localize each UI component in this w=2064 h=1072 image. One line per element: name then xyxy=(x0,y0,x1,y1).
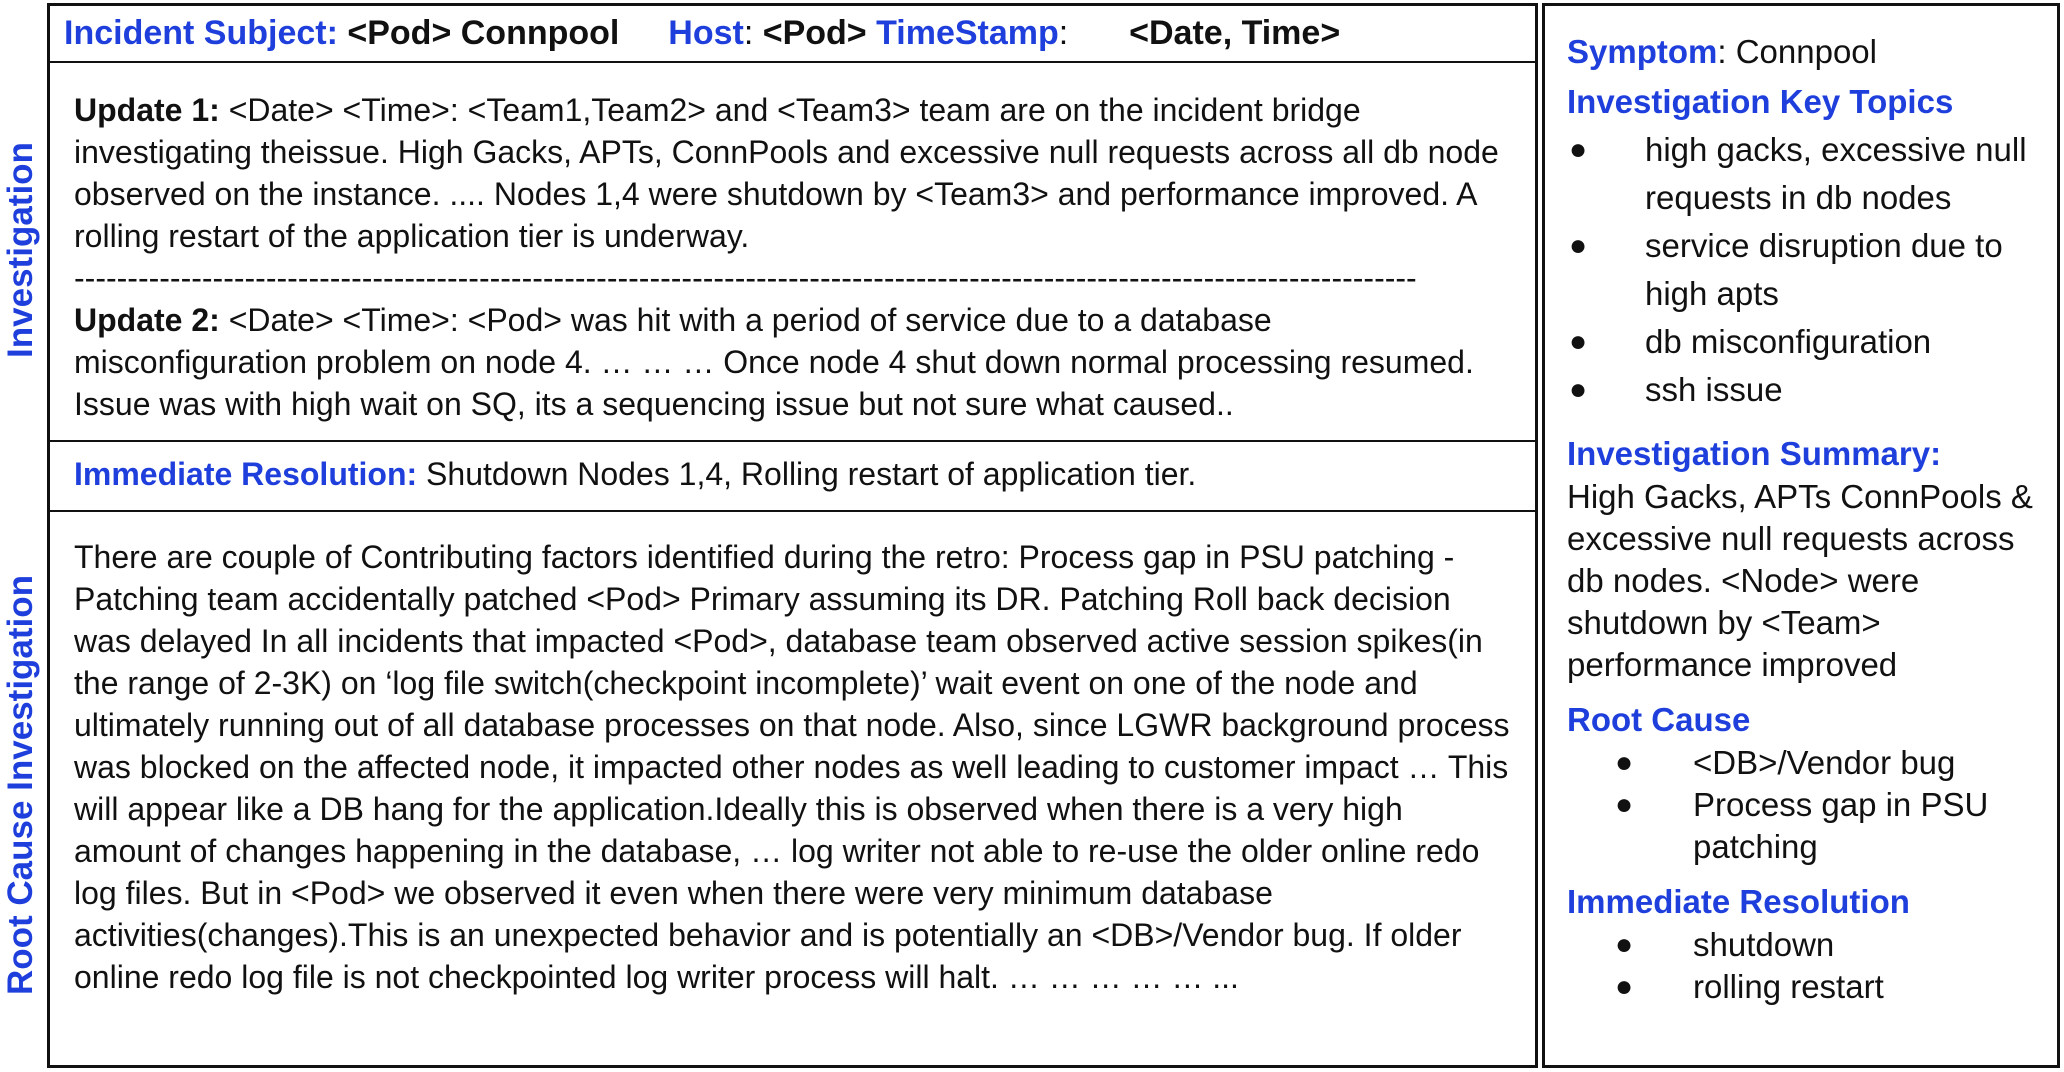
root-cause-row xyxy=(50,512,1535,1065)
root-cause-side-label xyxy=(2,500,40,1070)
bullet-icon: ● xyxy=(1615,970,1634,1003)
timestamp-label: TimeStamp xyxy=(876,14,1059,52)
summary-panel xyxy=(1542,3,2060,1068)
topics-heading: Investigation Key Topics xyxy=(1567,83,1954,120)
list-item: ● <DB>/Vendor bug xyxy=(1567,742,2057,784)
bullet-icon: ● xyxy=(1569,325,1588,358)
host-value: <Pod> xyxy=(762,14,867,52)
host-colon: : xyxy=(743,14,754,52)
investigation-summary-heading: Investigation Summary: xyxy=(1567,435,1942,472)
investigation-updates xyxy=(50,63,1535,440)
update-2-text: <Date> <Time>: <Pod> was hit with a period of service due to a database misconfiguration problem on node 4. … … … Once node 4 shut down normal processing resumed. Issue was with high wait on SQ, its a sequencing issue but not sure what caused.. xyxy=(74,302,1474,422)
bullet-icon: ● xyxy=(1615,928,1634,961)
host-label: Host xyxy=(668,14,744,52)
list-item: ● rolling restart xyxy=(1567,966,2057,1008)
list-item: ● ssh issue xyxy=(1567,366,2057,414)
investigation-label-text: Investigation xyxy=(1,142,40,358)
list-item: ● high gacks, excessive null requests in db nodes xyxy=(1567,126,2057,222)
update-2 xyxy=(74,299,1511,425)
bullet-icon: ● xyxy=(1615,788,1634,821)
immediate-resolution-row xyxy=(50,440,1535,512)
list-item: ● shutdown xyxy=(1567,924,2057,966)
investigation-summary-text: High Gacks, APTs ConnPools & excessive null requests across db nodes. <Node> were shutdown by <Team> performance improved xyxy=(1567,478,2033,683)
bullet-icon: ● xyxy=(1569,133,1588,166)
symptom-value: : Connpool xyxy=(1717,33,1877,70)
topics-list xyxy=(1567,126,2057,414)
subject-value: <Pod> Connpool xyxy=(347,14,620,52)
symptom xyxy=(1567,28,2057,76)
root-cause-label-text: Root Cause Investigation xyxy=(1,574,40,996)
update-1-label: Update 1: xyxy=(74,92,220,128)
update-1-text: <Date> <Time>: <Team1,Team2> and <Team3> team are on the incident bridge investigating theissue. High Gacks, APTs, ConnPools and excessive null requests across all db node observed on the instance. .... Nodes 1,4 were shutdown by <Team3> and performance improved. A rolling restart of the application tier is underway. xyxy=(74,92,1499,254)
timestamp-value: <Date, Time> xyxy=(1129,14,1341,52)
bullet-icon: ● xyxy=(1615,746,1634,779)
symptom-label: Symptom xyxy=(1567,33,1718,70)
update-2-label: Update 2: xyxy=(74,302,220,338)
bullet-icon: ● xyxy=(1569,229,1588,262)
list-item: ● Process gap in PSU patching xyxy=(1615,786,1989,865)
update-separator: ------------------------------------------------------------------------------------------------------------------------------ xyxy=(74,260,1417,296)
resolution-label: Immediate Resolution: xyxy=(74,456,418,492)
summary-resolution-heading: Immediate Resolution xyxy=(1567,883,1910,920)
timestamp-colon: : xyxy=(1058,14,1069,52)
root-cause-list xyxy=(1567,742,2057,868)
root-cause-heading: Root Cause xyxy=(1567,701,1751,738)
incident-panel xyxy=(47,3,1538,1068)
update-1 xyxy=(74,89,1511,257)
root-cause-text: There are couple of Contributing factors identified during the retro: Process gap in PSU patching - Patching team accidentally patched <Pod> Primary assuming its DR. Patching Roll back decision was delayed In all incidents that impacted <Pod>, database team observed active session spikes(in the range of 2-3K) on ‘log file switch(checkpoint incomplete)’ wait event on one of the node and ultimately running out of all database processes on that node. Also, since LGWR background process was blocked on the affected node, it impacted other nodes as well leading to customer impact … This will appear like a DB hang for the application.Ideally this is observed when there is a very high amount of changes happening in the database, … log writer not able to re-use the older online redo log files. But in <Pod> we observed it even when there were very minimum database activities(changes).This is an unexpected behavior and is potentially an <DB>/Vendor bug. If older online redo log file is not checkpointed log writer process will halt. … … … … … ... xyxy=(74,539,1510,995)
list-item: ● db misconfiguration xyxy=(1567,318,2057,366)
resolution-text: Shutdown Nodes 1,4, Rolling restart of application tier. xyxy=(417,456,1197,492)
incident-header xyxy=(50,6,1535,63)
list-item: ● service disruption due to high apts xyxy=(1567,222,2057,318)
resolution-list xyxy=(1567,924,2057,1008)
subject-label: Incident Subject: xyxy=(64,14,338,52)
bullet-icon: ● xyxy=(1569,373,1588,406)
investigation-side-label xyxy=(2,60,40,440)
